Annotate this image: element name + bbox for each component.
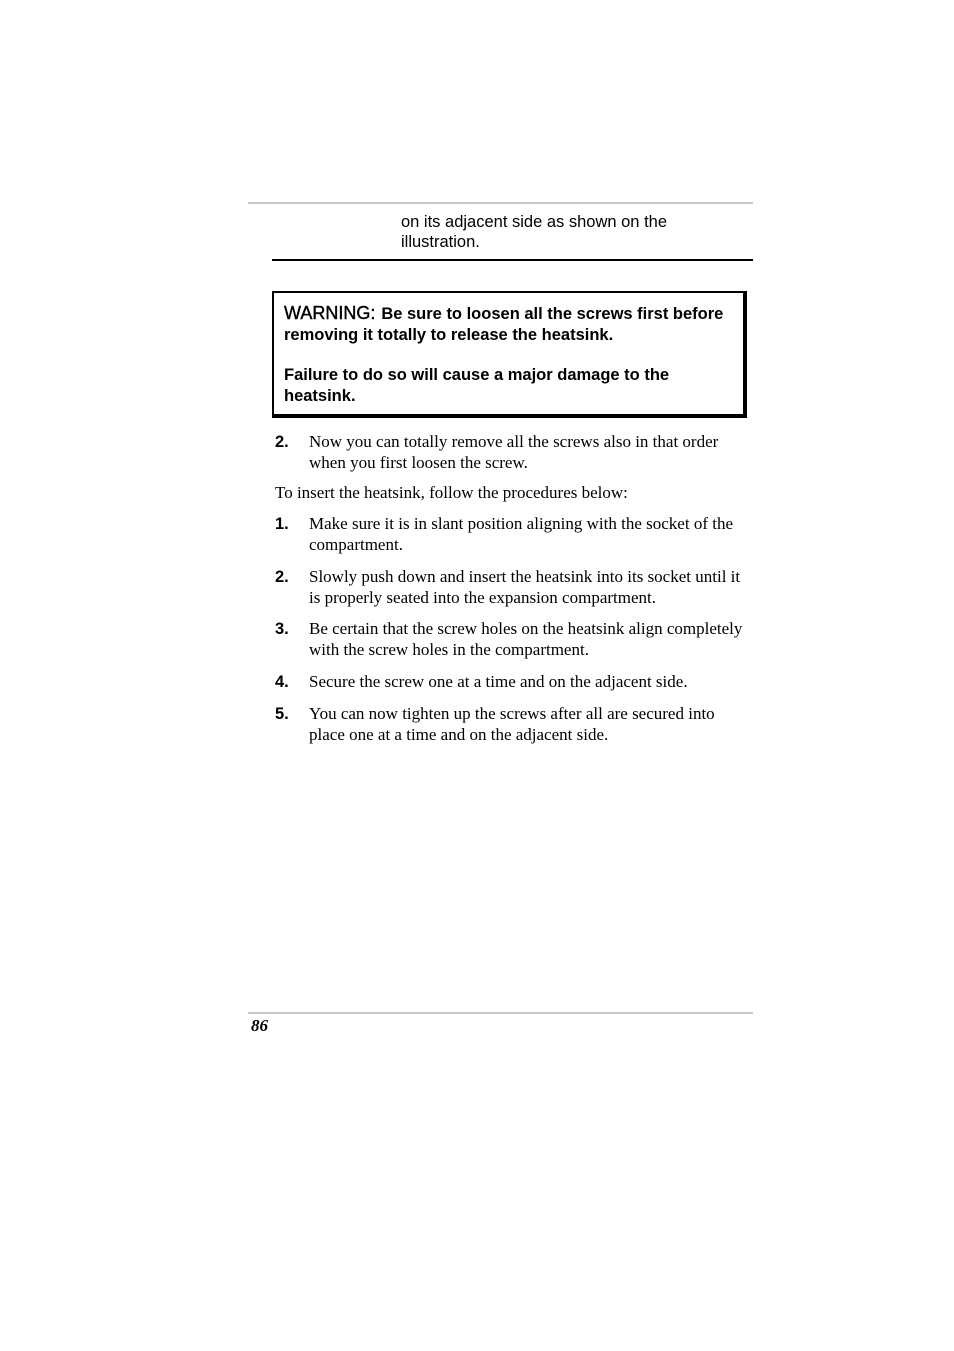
step-text: Make sure it is in slant position aligning with the socket of the compartment.: [309, 514, 733, 554]
step-number: 3.: [275, 620, 289, 638]
step-number: 1.: [275, 515, 289, 533]
page-number: 86: [251, 1016, 268, 1035]
insert-intro: To insert the heatsink, follow the procedures below:: [275, 483, 628, 502]
step-number: 5.: [275, 705, 289, 723]
warning-label: WARNING:: [284, 303, 376, 323]
section-divider: [272, 259, 753, 261]
header-divider: [248, 202, 753, 204]
warning-paragraph-2: Failure to do so will cause a major damage to the heatsink.: [284, 366, 670, 405]
step-text: You can now tighten up the screws after all are secured into place one at a time and on the adjacent side.: [309, 704, 715, 744]
warning-box: [272, 291, 747, 418]
warning-paragraph-1: [284, 303, 733, 345]
step-text: Be certain that the screw holes on the heatsink align completely with the screw holes in the compartment.: [309, 619, 743, 659]
step-text: Slowly push down and insert the heatsink into its socket until it is properly seated into the expansion compartment.: [309, 567, 741, 607]
step-number: 2.: [275, 568, 289, 586]
warning-text-1: Be sure to loosen all the screws first before removing it totally to release the heatsink.: [284, 305, 724, 344]
footer-divider: [248, 1012, 753, 1014]
step-text: Now you can totally remove all the screws also in that order when you first loosen the screw.: [309, 432, 719, 472]
step-text: Secure the screw one at a time and on the adjacent side.: [309, 672, 688, 691]
step-number: 4.: [275, 673, 289, 691]
step-number: 2.: [275, 433, 289, 451]
continued-step-text: on its adjacent side as shown on the illustration.: [401, 213, 668, 251]
